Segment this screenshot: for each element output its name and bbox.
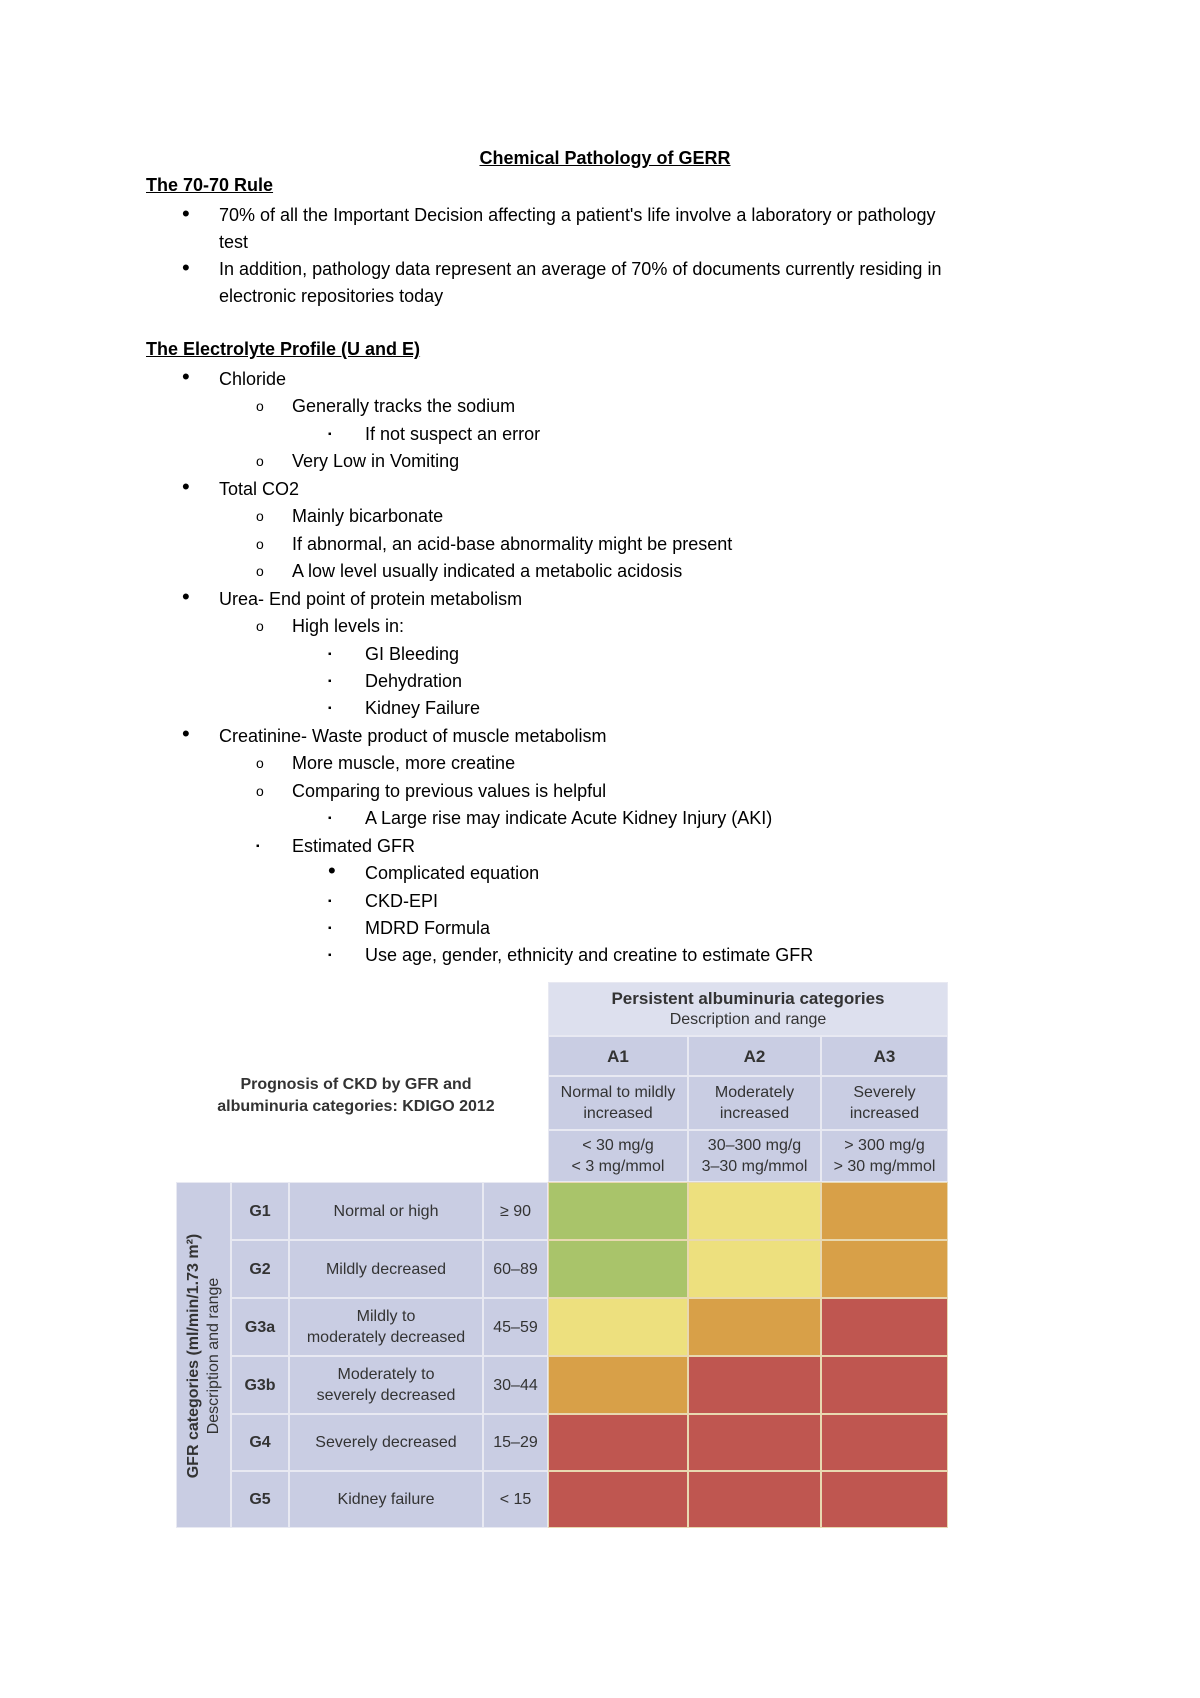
bullet-marker: ▪: [328, 648, 332, 660]
bullet-marker: o: [256, 508, 264, 525]
a-category-description: [821, 1076, 948, 1130]
g-range-label: ≥ 90: [499, 1202, 532, 1220]
g-desc-line: Moderately to: [337, 1366, 435, 1383]
a-desc-line: increased: [583, 1105, 653, 1122]
bullet-marker: ▪: [256, 840, 260, 852]
bullet-marker: ▪: [328, 428, 332, 440]
g-category-description: [289, 1182, 483, 1240]
kdigo-prognosis-table: [176, 982, 948, 1528]
outline-item: MDRD Formula: [365, 918, 491, 938]
bullet-marker: •: [182, 583, 190, 609]
g-range-label: 60–89: [493, 1260, 538, 1278]
outline-item: Urea- End point of protein metabolism: [219, 588, 523, 609]
outline-item: Use age, gender, ethnicity and creatine to estimate GFR: [365, 945, 814, 966]
g-category-code: [231, 1240, 289, 1298]
outline-item: Total CO2: [219, 478, 300, 499]
list-item: In addition, pathology data represent an average of 70% of documents currently residing in: [219, 259, 942, 279]
bullet-marker: •: [182, 201, 190, 226]
g-category-range: [483, 1240, 548, 1298]
g-code-label: G5: [249, 1491, 271, 1508]
outline-item: If not suspect an error: [365, 423, 541, 444]
bullet-marker: ▪: [328, 895, 332, 907]
g-code-label: G2: [249, 1260, 271, 1278]
g-desc-line: Mildly to: [356, 1308, 416, 1325]
outline-item: Creatinine- Waste product of muscle metabolism: [219, 725, 607, 746]
outline-item: Estimated GFR: [292, 835, 416, 856]
g-category-code: [231, 1356, 289, 1414]
risk-cell: [548, 1240, 688, 1298]
a-desc-line: increased: [849, 1105, 920, 1122]
g-range-label: 45–59: [493, 1318, 538, 1336]
a-category-range: [688, 1130, 821, 1182]
list-item-continued: electronic repositories today: [219, 286, 444, 306]
g-category-code: [231, 1298, 289, 1356]
outline-item: A Large rise may indicate Acute Kidney Injury (AKI): [365, 808, 773, 829]
risk-cell: [688, 1298, 821, 1356]
g-category-code: [231, 1182, 289, 1240]
bullet-marker: ▪: [328, 950, 332, 962]
a-range-line: > 300 mg/g: [844, 1137, 925, 1154]
a-code-label: A1: [607, 1046, 629, 1066]
bullet-marker: •: [182, 255, 190, 280]
g-code-label: G3a: [244, 1318, 276, 1336]
bullet-marker: o: [256, 398, 264, 415]
bullet-marker: •: [182, 720, 190, 746]
a-range-line: 30–300 mg/g: [707, 1137, 802, 1154]
outline-item: If abnormal, an acid-base abnormality might be present: [292, 533, 733, 554]
prognosis-title-line: albuminuria categories: KDIGO 2012: [217, 1098, 495, 1115]
g-desc-line: severely decreased: [316, 1387, 456, 1404]
bullet-marker: ▪: [328, 813, 332, 825]
a-category-range: [821, 1130, 948, 1182]
a-range-line: 3–30 mg/mmol: [701, 1158, 808, 1175]
bullet-marker: ▪: [328, 675, 332, 687]
outline-item: More muscle, more creatine: [292, 753, 516, 774]
bullet-marker: ▪: [328, 703, 332, 715]
section-heading-electrolyte-profile: The Electrolyte Profile (U and E): [146, 339, 421, 359]
g-category-description: [289, 1240, 483, 1298]
g-range-label: < 15: [499, 1491, 532, 1508]
g-range-label: 30–44: [493, 1376, 538, 1394]
risk-cell: [821, 1356, 948, 1414]
g-range-label: 15–29: [493, 1434, 538, 1451]
a-category-range: [548, 1130, 688, 1182]
bullet-marker: o: [256, 453, 264, 470]
bullet-marker: o: [256, 535, 264, 552]
list-item: 70% of all the Important Decision affecting a patient's life involve a laboratory or pathology: [219, 205, 936, 225]
g-category-range: [483, 1182, 548, 1240]
risk-cell: [548, 1298, 688, 1356]
outline-item: A low level usually indicated a metabolic acidosis: [292, 561, 683, 582]
g-desc-line: Kidney failure: [337, 1491, 435, 1508]
g-code-label: G1: [249, 1202, 271, 1220]
risk-cell: [688, 1182, 821, 1240]
outline-item: Kidney Failure: [365, 698, 481, 719]
risk-cell: [821, 1414, 948, 1471]
risk-cell: [548, 1356, 688, 1414]
albuminuria-subtitle: Description and range: [669, 1011, 827, 1028]
risk-cell: [688, 1414, 821, 1471]
albuminuria-title: Persistent albuminuria categories: [611, 989, 885, 1008]
risk-cell: [821, 1471, 948, 1528]
a-code-label: A3: [873, 1046, 896, 1066]
bullet-marker: o: [256, 782, 264, 799]
a-category-description: [688, 1076, 821, 1130]
a-category-code: [548, 1036, 688, 1076]
risk-cell: [688, 1356, 821, 1414]
g-category-description: [289, 1471, 483, 1528]
a-desc-line: Normal to mildly: [560, 1084, 676, 1101]
section-heading-70-70-rule: The 70-70 Rule: [146, 175, 274, 195]
risk-cell: [821, 1182, 948, 1240]
a-code-label: A2: [743, 1046, 766, 1066]
outline-item: CKD-EPI: [365, 890, 439, 911]
page-title: Chemical Pathology of GERR: [479, 148, 731, 168]
risk-cell: [548, 1182, 688, 1240]
g-desc-line: Normal or high: [333, 1202, 439, 1220]
a-category-description: [548, 1076, 688, 1130]
a-desc-line: increased: [719, 1105, 790, 1122]
g-desc-line: Mildly decreased: [325, 1260, 447, 1278]
a-desc-line: Moderately: [714, 1084, 795, 1101]
a-category-code: [688, 1036, 821, 1076]
bullet-marker: o: [256, 563, 264, 580]
g-category-range: [483, 1471, 548, 1528]
g-desc-line: Severely decreased: [315, 1434, 457, 1451]
outline-item: High levels in:: [292, 616, 405, 637]
risk-cell: [688, 1471, 821, 1528]
prognosis-title-line: Prognosis of CKD by GFR and: [240, 1076, 472, 1093]
gfr-side-title: GFR categories (ml/min/1.73 m²): [185, 1233, 202, 1479]
gfr-side-subtitle: Description and range: [205, 1277, 222, 1435]
gfr-side-text: [184, 1234, 224, 1479]
g-code-label: G4: [249, 1434, 271, 1451]
bullet-marker: o: [256, 755, 264, 772]
g-category-code: [231, 1414, 289, 1471]
g-category-code: [231, 1471, 289, 1528]
a-category-code: [821, 1036, 948, 1076]
bullet-marker: ▪: [328, 923, 332, 934]
risk-cell: [821, 1240, 948, 1298]
bullet-marker: •: [182, 364, 190, 389]
prognosis-title: [206, 1074, 506, 1118]
outline-item: Mainly bicarbonate: [292, 506, 444, 527]
g-category-description: [289, 1298, 483, 1356]
outline-item: Chloride: [219, 369, 287, 389]
g-category-range: [483, 1356, 548, 1414]
g-category-range: [483, 1298, 548, 1356]
g-code-label: G3b: [244, 1376, 276, 1394]
albuminuria-header: [548, 982, 948, 1036]
risk-cell: [821, 1298, 948, 1356]
risk-cell: [548, 1471, 688, 1528]
risk-cell: [688, 1240, 821, 1298]
list-item-continued: test: [219, 232, 249, 252]
bullet-marker: •: [182, 473, 190, 499]
g-category-description: [289, 1414, 483, 1471]
a-range-line: > 30 mg/mmol: [833, 1158, 936, 1175]
outline-item: GI Bleeding: [365, 643, 460, 664]
outline-item: Complicated equation: [365, 863, 540, 884]
a-range-line: < 3 mg/mmol: [571, 1158, 665, 1175]
bullet-marker: •: [328, 858, 336, 884]
g-category-description: [289, 1356, 483, 1414]
risk-cell: [548, 1414, 688, 1471]
outline-item: Generally tracks the sodium: [292, 396, 516, 417]
g-desc-line: moderately decreased: [306, 1329, 466, 1346]
outline-item: Very Low in Vomiting: [292, 451, 460, 472]
a-desc-line: Severely: [853, 1084, 916, 1101]
a-range-line: < 30 mg/g: [582, 1137, 654, 1154]
gfr-side-header: [176, 1182, 231, 1528]
bullet-marker: o: [256, 618, 264, 635]
outline-item: Comparing to previous values is helpful: [292, 780, 607, 801]
outline-item: Dehydration: [365, 670, 463, 691]
g-category-range: [483, 1414, 548, 1471]
